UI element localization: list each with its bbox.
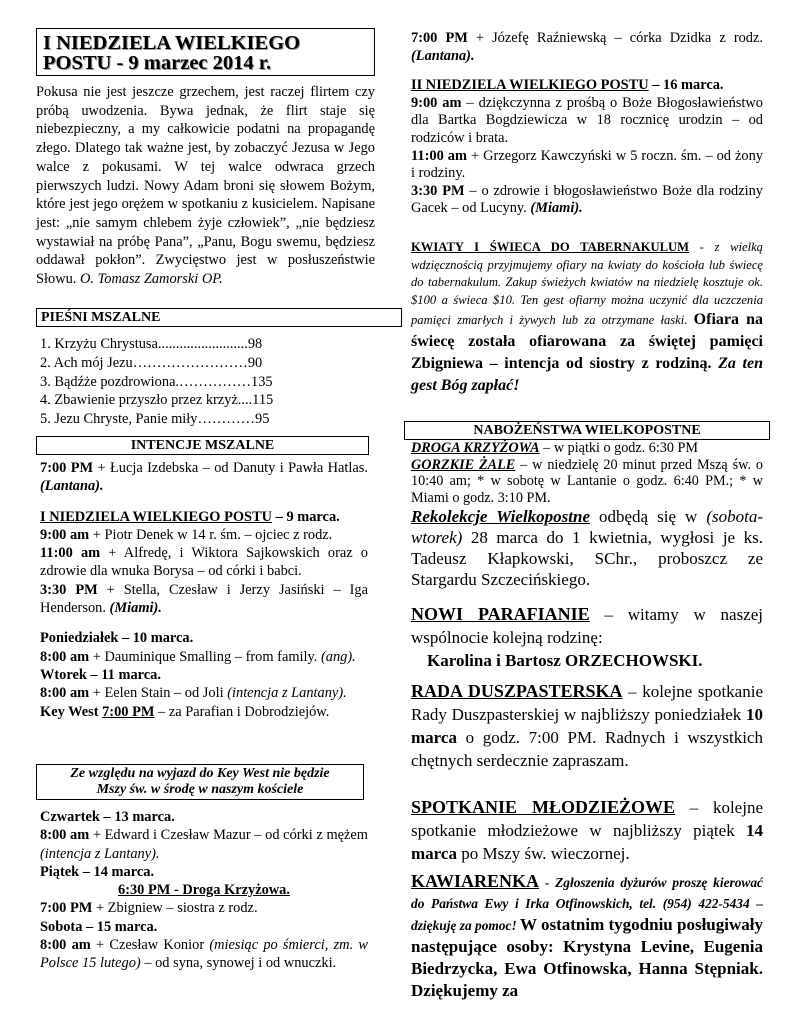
intention-item	[40, 544, 368, 581]
sunday-header-date: – 9 marca.	[272, 508, 340, 525]
flowers-thanks: Za ten gest Bóg zapłać!	[411, 355, 764, 395]
mass-time: 7:00 PM	[411, 30, 468, 46]
intention-text: + Zbigniew – siostra z rodz.	[92, 900, 258, 917]
intention-item	[40, 899, 368, 917]
intention-item	[40, 684, 368, 702]
intention-item	[411, 30, 763, 65]
mass-time: 8:00 am	[40, 685, 90, 702]
mass-time: 11:00 am	[411, 147, 467, 164]
songs-heading: PIEŚNI MSZALNE	[36, 308, 402, 327]
new-parishioners-section	[411, 603, 763, 672]
new-parishioners-family: Karolina i Bartosz ORZECHOWSKI.	[427, 651, 703, 670]
page-title	[36, 28, 375, 76]
youth-meeting-date: 14 marca	[411, 821, 763, 863]
pastoral-council-heading: RADA DUSZPASTERSKA	[411, 681, 623, 701]
intentions-right	[411, 30, 763, 218]
retreat-days: (sobota-wtorek)	[411, 507, 763, 548]
retreat-text: odbędą się w	[590, 507, 707, 527]
cafe-heading: KAWIARENKA	[411, 871, 540, 891]
day-header: Wtorek – 11 marca.	[40, 666, 161, 683]
intention-text: + Eelen Stain – od Joli	[89, 685, 228, 702]
retreat-text: 28 marca do 1 kwietnia, wygłosi je ks. Tadeusz Kłapkowski, SChr., proboszcz ze Stargardu Szczecińskiego.	[411, 528, 763, 590]
intention-text: – od syna, synowej i od wnuczki.	[140, 955, 337, 972]
intention-note: (ang).	[320, 648, 356, 665]
mass-place: (Miami).	[530, 200, 583, 217]
mass-time: 11:00 am	[40, 545, 101, 562]
new-parishioners-heading: NOWI PARAFIANIE	[411, 604, 590, 624]
sunday-header	[411, 77, 763, 95]
intro-text: Pokusa nie jest jeszcze grzechem, jest raczej flirtem czy próbą uwodzenia. Bywa jednak, że flirt staje się niebezpieczny, a my całkowicie podatni na propagandę złego. Dlatego tak ważne jest, by zobaczyć Jezusa w Jego walce z pokusami. W tej walce odwraca grzech pierwszych ludzi. Nowy Adam broni się słowem Bożym, które jest jego orężem w spotkaniu z kusicielem. Napisane jest: „nie samym chlebem żyje człowiek”, „nie będziesz wystawiał na próbę Pana”, „Panu, Bogu swemu, będziesz oddawał pokłon”. Zwycięstwo jest w posłuszeństwie Słowu.	[36, 84, 375, 288]
intention-text: + Grzegorz Kawczyński w 5 roczn. śm. – od żony i rodziny.	[411, 147, 763, 182]
intention-item	[40, 826, 368, 863]
intention-text: – za Parafian i Dobrodziejów.	[154, 703, 330, 720]
intentions-list	[40, 459, 368, 721]
notice-line-2: Mszy św. w środę w naszym kościele	[96, 782, 304, 797]
pastoral-council-text: o godz. 7:00 PM. Radnych i wszystkich chętnych serdecznie zapraszam.	[411, 728, 763, 770]
sunday-header-title: II NIEDZIELA WIELKIEGO POSTU	[411, 77, 649, 94]
intention-text: – o zdrowie i błogosławieństwo Boże dla rodziny Gacek – od Lucyny.	[411, 182, 763, 217]
mass-time: 8:00 am	[40, 937, 91, 954]
way-of-cross-item	[411, 440, 763, 457]
key-west-notice	[36, 764, 364, 800]
mass-time: 8:00 am	[40, 827, 90, 844]
cafe-volunteers: W ostatnim tygodniu posługiwały następujące osoby: Krystyna Levine, Eugenia Biedrzycka, Ewa Otfinowska, Hanna Stępniak. Dziękujemy za	[411, 915, 763, 1000]
bitter-lamentations-label: GORZKIE ŻALE	[411, 456, 516, 473]
song-item: 2. Ach mój Jezu……………………90	[40, 354, 263, 371]
intention-item	[411, 95, 763, 148]
intro-reflection	[36, 83, 375, 289]
day-header: Piątek – 14 marca.	[40, 863, 155, 880]
intention-item	[40, 648, 368, 666]
intention-text: + Stella, Czesław i Jerzy Jasiński – Iga Henderson.	[40, 581, 368, 617]
new-parishioners-text: – witamy w naszej wspólnocie kolejną rodzinę:	[411, 605, 763, 647]
bitter-lamentations-text: – w niedzielę 20 minut przed Mszą św. o 10:40 am; * w sobotę w Lantanie o godz. 6:40 PM.; * w Miami o godz. 3:10 PM.	[411, 456, 764, 506]
flowers-text: - z wielką wdzięcznością przyjmujemy ofiary na kwiaty do kościoła lub świecę do tabernakulum. Zakup świeżych kwiatów na niedzielę kosztuje ok. $100 a świeca $10. Ten gest ofiarny można uczynić dla uczczenia pamięci zmarłych i żywych lub za otrzymane łaski.	[411, 240, 763, 328]
intention-saturday	[40, 459, 368, 496]
intro-author: O. Tomasz Zamorski OP.	[80, 271, 223, 288]
cafe-section	[411, 871, 763, 1002]
song-item: 3. Bądźże pozdrowiona.……………135	[40, 373, 273, 390]
sunday-header-title: I NIEDZIELA WIELKIEGO POSTU	[40, 508, 273, 525]
intention-text: + Dauminique Smalling – from family.	[89, 648, 321, 665]
youth-meeting-heading: SPOTKANIE MŁODZIEŻOWE	[411, 797, 676, 817]
intention-text: – dziękczynna z prośbą o Boże Błogosławieństwo dla Bartka Bogdziewicza w 18 rocznicę urodzin – od rodziców i brata.	[411, 94, 763, 146]
mass-time: 7:00 PM	[40, 460, 94, 476]
pastoral-council-date: 10 marca	[411, 705, 763, 747]
song-item: 5. Jezu Chryste, Panie miły…………95	[40, 411, 270, 428]
sunday-header-date: – 16 marca.	[648, 77, 724, 94]
pastoral-council-section	[411, 680, 763, 772]
mass-place: (Lantana).	[411, 47, 475, 64]
intentions-list-continued	[40, 808, 368, 973]
day-header: Czwartek – 13 marca.	[40, 809, 175, 825]
youth-meeting-text: – kolejne spotkanie młodzieżowe w najbliższy piątek	[411, 798, 763, 840]
pastoral-council-text: – kolejne spotkanie Rady Duszpasterskiej w najbliższy poniedziałek	[411, 682, 763, 724]
song-item: 4. Zbawienie przyszło przez krzyż....115	[40, 392, 274, 409]
mass-time: 3:30 PM	[411, 182, 465, 199]
key-west-label: Key West	[40, 703, 103, 720]
intention-text: + Alfredę, i Wiktora Sajkowskich oraz o zdrowie dla wnuka Borysa – od córki i babci.	[40, 545, 368, 580]
intention-item	[40, 526, 368, 544]
intention-key-west	[40, 703, 368, 721]
intention-item	[411, 148, 763, 183]
lent-services	[411, 440, 763, 590]
flowers-heading: KWIATY I ŚWIECA DO TABERNAKULUM	[411, 240, 690, 254]
youth-meeting-text: po Mszy św. wieczornej.	[456, 844, 630, 863]
intention-text: + Piotr Denek w 14 r. śm. – ojciec z rodz.	[89, 526, 333, 543]
sunday-header	[40, 508, 368, 526]
song-item: 1. Krzyżu Chrystusa.........................98	[40, 336, 263, 352]
mass-time: 9:00 am	[40, 526, 90, 543]
intentions-heading: INTENCJE MSZALNE	[36, 436, 369, 455]
intention-item	[40, 581, 368, 618]
flowers-offering: Ofiara na świecę została ofiarowana za świętej pamięci Zbigniewa – intencja od siostry z rodziną.	[411, 311, 764, 373]
retreat-label: Rekolekcje Wielkopostne	[411, 507, 590, 527]
cafe-text: - Zgłoszenia dyżurów proszę kierować do Państwa Ewy i Irka Otfinowskich, tel. (954) 422-5434 – dziękuję za pomoc!	[411, 875, 763, 933]
mass-place: (Miami).	[109, 600, 162, 617]
songs-list	[40, 335, 330, 429]
intention-item	[411, 183, 763, 218]
way-of-cross-text: – w piątki o godz. 6:30 PM	[539, 440, 699, 456]
flowers-section	[411, 239, 763, 397]
intention-text: + Edward i Czesław Mazur – od córki z mężem	[89, 827, 368, 844]
retreat-item	[411, 506, 763, 590]
lent-services-heading: NABOŻEŃSTWA WIELKOPOSTNE	[404, 421, 770, 440]
mass-time: 8:00 am	[40, 648, 90, 665]
intention-text: + Łucja Izdebska – od Danuty i Pawła Hatlas.	[93, 460, 369, 476]
intention-note: (intencja z Lantany).	[227, 685, 347, 702]
notice-line-1: Ze względu na wyjazd do Key West nie będzie	[70, 766, 330, 781]
page-title-line-1: I NIEDZIELA WIELKIEGO	[43, 32, 301, 54]
mass-time: 7:00 PM	[102, 703, 155, 720]
day-header: Poniedziałek – 10 marca.	[40, 630, 194, 647]
intention-item	[40, 936, 368, 973]
day-header: Sobota – 15 marca.	[40, 918, 158, 935]
mass-time: 9:00 am	[411, 94, 462, 111]
intention-text: + Czesław Konior	[90, 937, 210, 954]
mass-time: 7:00 PM	[40, 900, 93, 917]
bitter-lamentations-item	[411, 457, 763, 507]
mass-time: 3:30 PM	[40, 581, 98, 598]
intention-text: + Józefę Raźniewską – córka Dzidka z rodz.	[467, 30, 763, 46]
way-of-cross-label: DROGA KRZYŻOWA	[411, 440, 540, 456]
way-of-cross-note: 6:30 PM - Droga Krzyżowa.	[118, 882, 290, 899]
intention-note: (miesiąc po śmierci, zm. w Polsce 15 lutego)	[40, 937, 368, 972]
mass-place: (Lantana).	[40, 478, 104, 495]
page-title-line-2: POSTU - 9 marzec 2014 r.	[43, 52, 272, 74]
intention-note: (intencja z Lantany).	[40, 845, 160, 862]
youth-meeting-section	[411, 796, 763, 865]
